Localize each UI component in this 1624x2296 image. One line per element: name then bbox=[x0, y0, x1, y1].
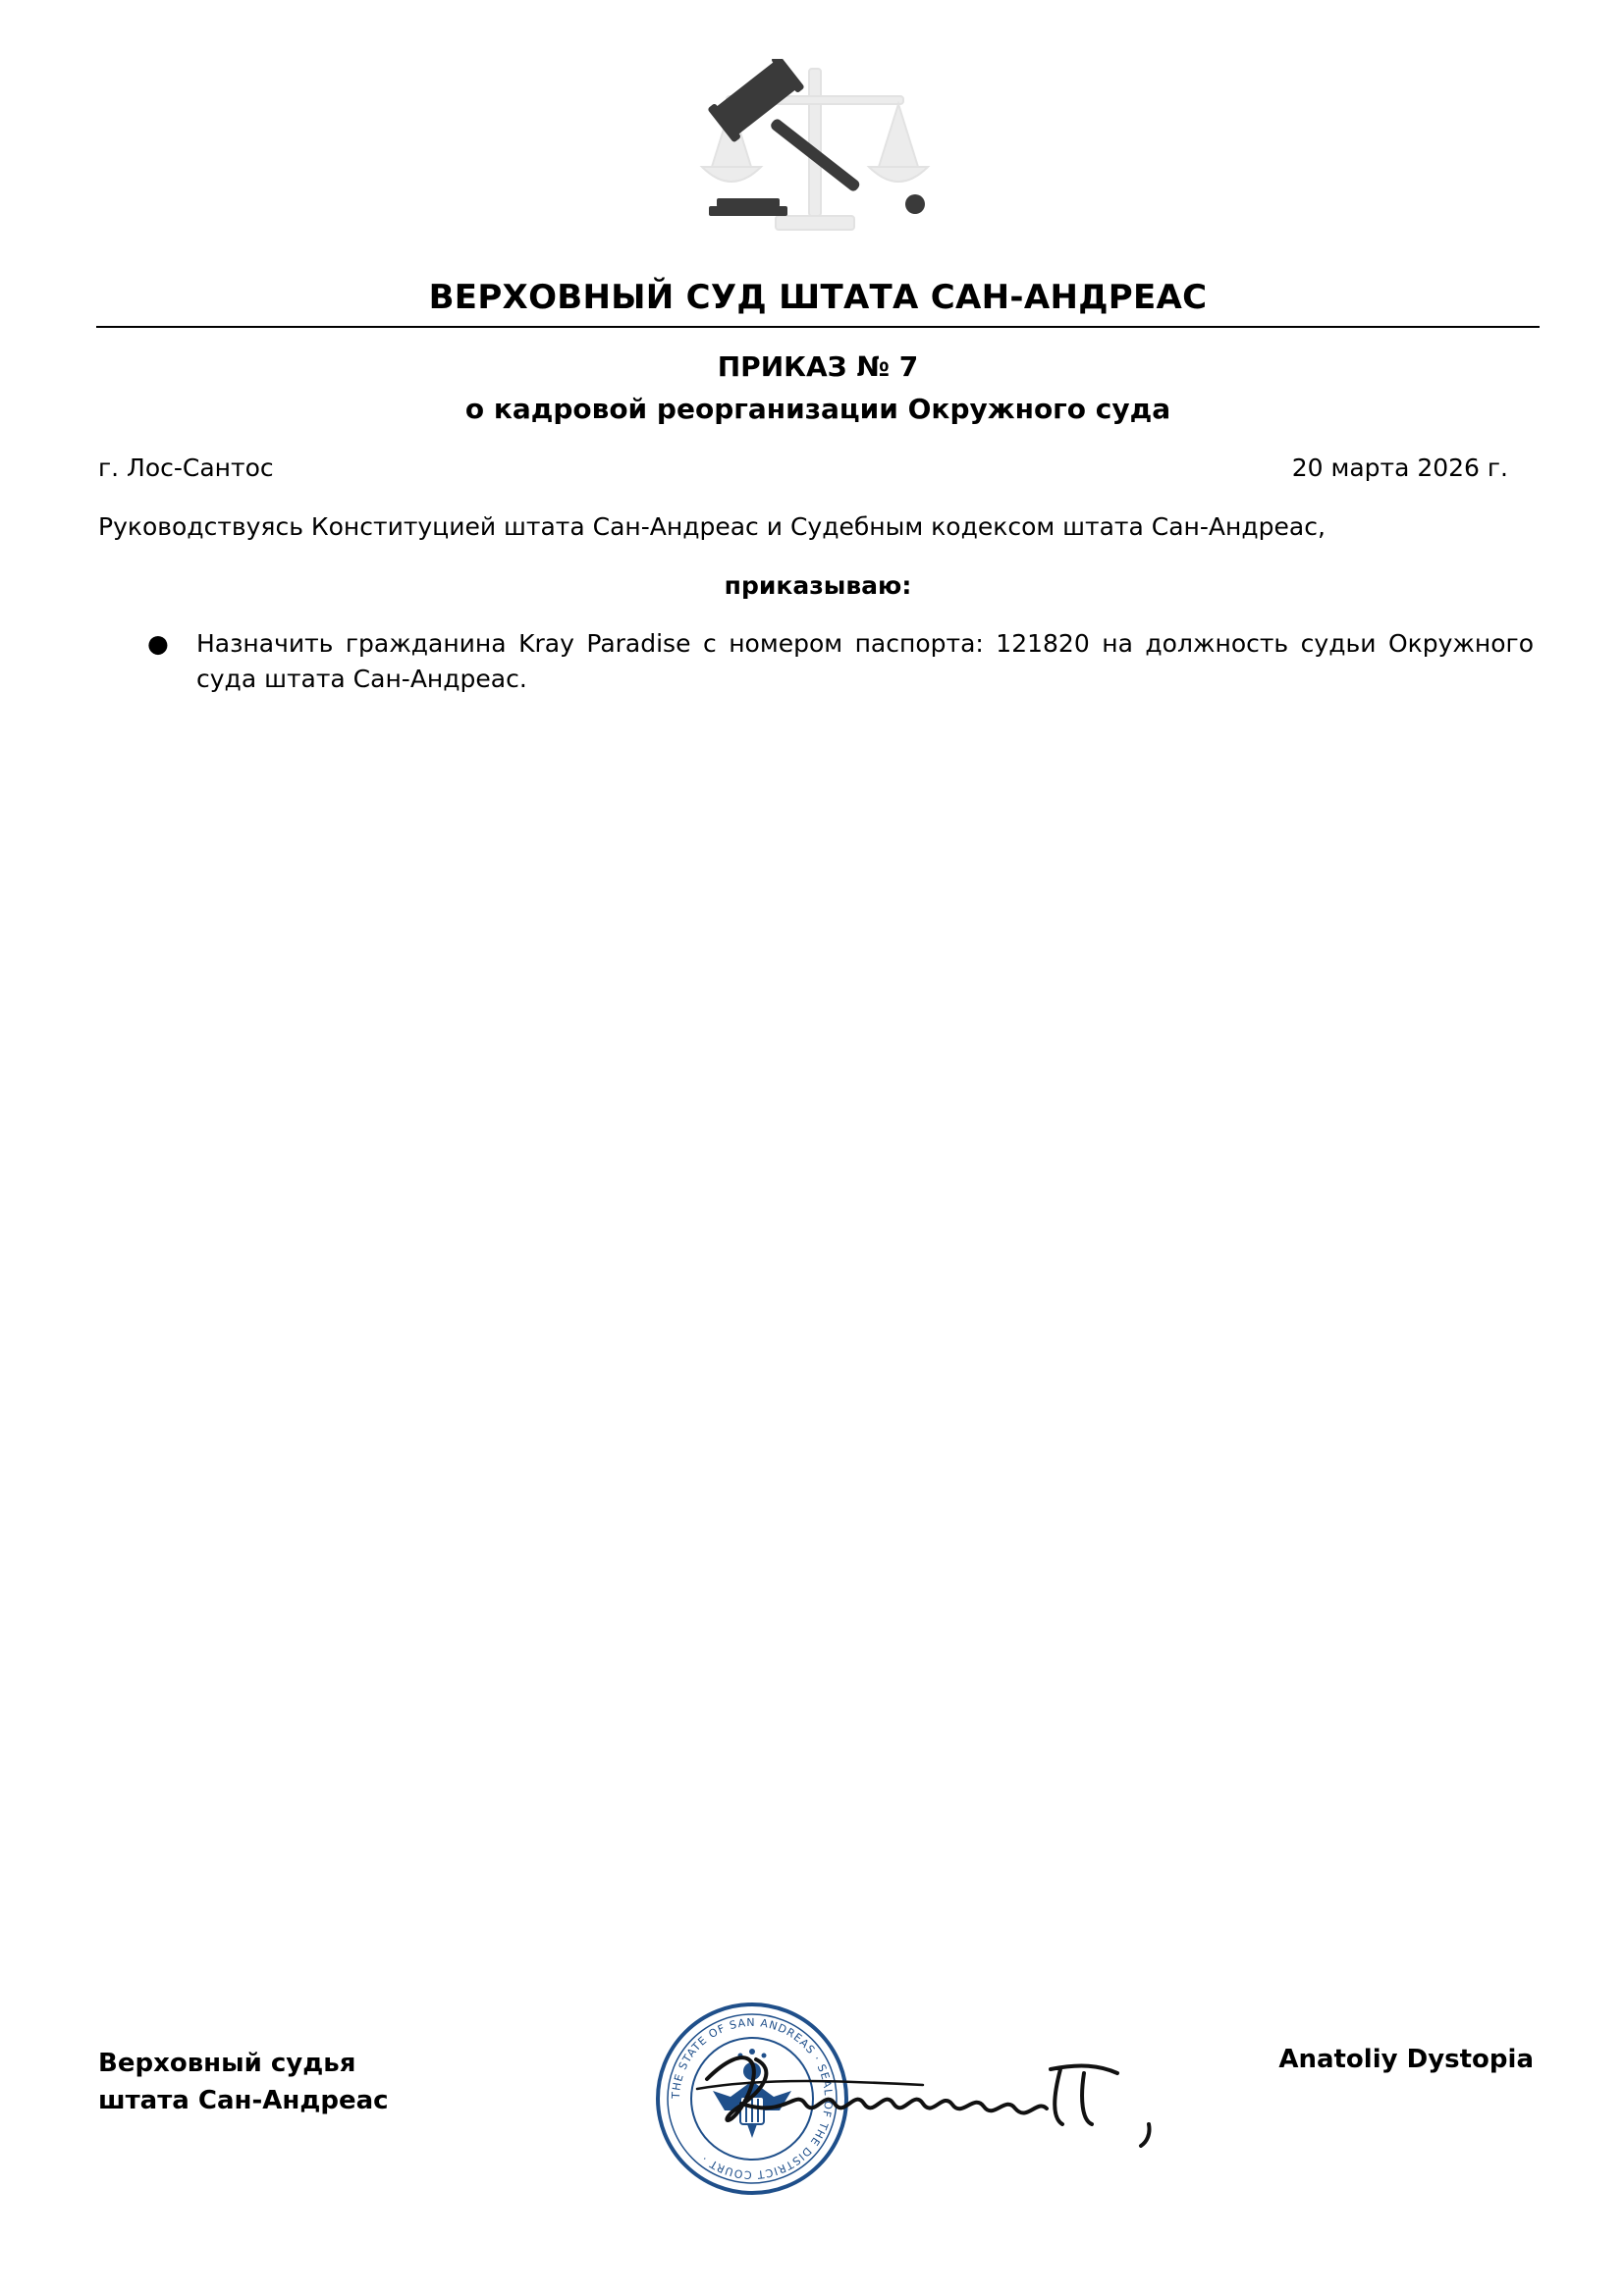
header-divider bbox=[96, 326, 1540, 328]
seal-text: THE STATE OF SAN ANDREAS · SEAL OF THE DISTRICT COURT · bbox=[669, 2015, 836, 2182]
place: г. Лос-Сантос bbox=[98, 454, 274, 482]
list-item-text: Назначить гражданина Kray Paradise с номером паспорта: 121820 на должность судьи Окружного суда штата Сан-Андреас. bbox=[196, 629, 1534, 693]
court-name: ВЕРХОВНЫЙ СУД ШТАТА САН-АНДРЕАС bbox=[428, 278, 1208, 317]
gavel-scales-emblem bbox=[687, 59, 943, 240]
order-word: приказываю: bbox=[724, 571, 912, 600]
order-subject: о кадровой реорганизации Окружного суда bbox=[464, 393, 1171, 425]
signatory-title bbox=[98, 2045, 389, 2119]
preamble: Руководствуясь Конституцией штата Сан-Андреас и Судебным кодексом штата Сан-Андреас, bbox=[98, 512, 1326, 541]
bullet-icon: ● bbox=[147, 629, 169, 658]
signatory-title-line2: штата Сан-Андреас bbox=[98, 2086, 389, 2115]
signature bbox=[687, 2030, 1198, 2148]
signatory-title-line1: Верховный судья bbox=[98, 2049, 356, 2078]
order-date: 20 марта 2026 г. bbox=[1291, 454, 1508, 482]
order-number: ПРИКАЗ № 7 bbox=[717, 350, 919, 383]
list-item bbox=[98, 626, 1534, 697]
signatory-name: Anatoliy Dystopia bbox=[1278, 2045, 1534, 2074]
